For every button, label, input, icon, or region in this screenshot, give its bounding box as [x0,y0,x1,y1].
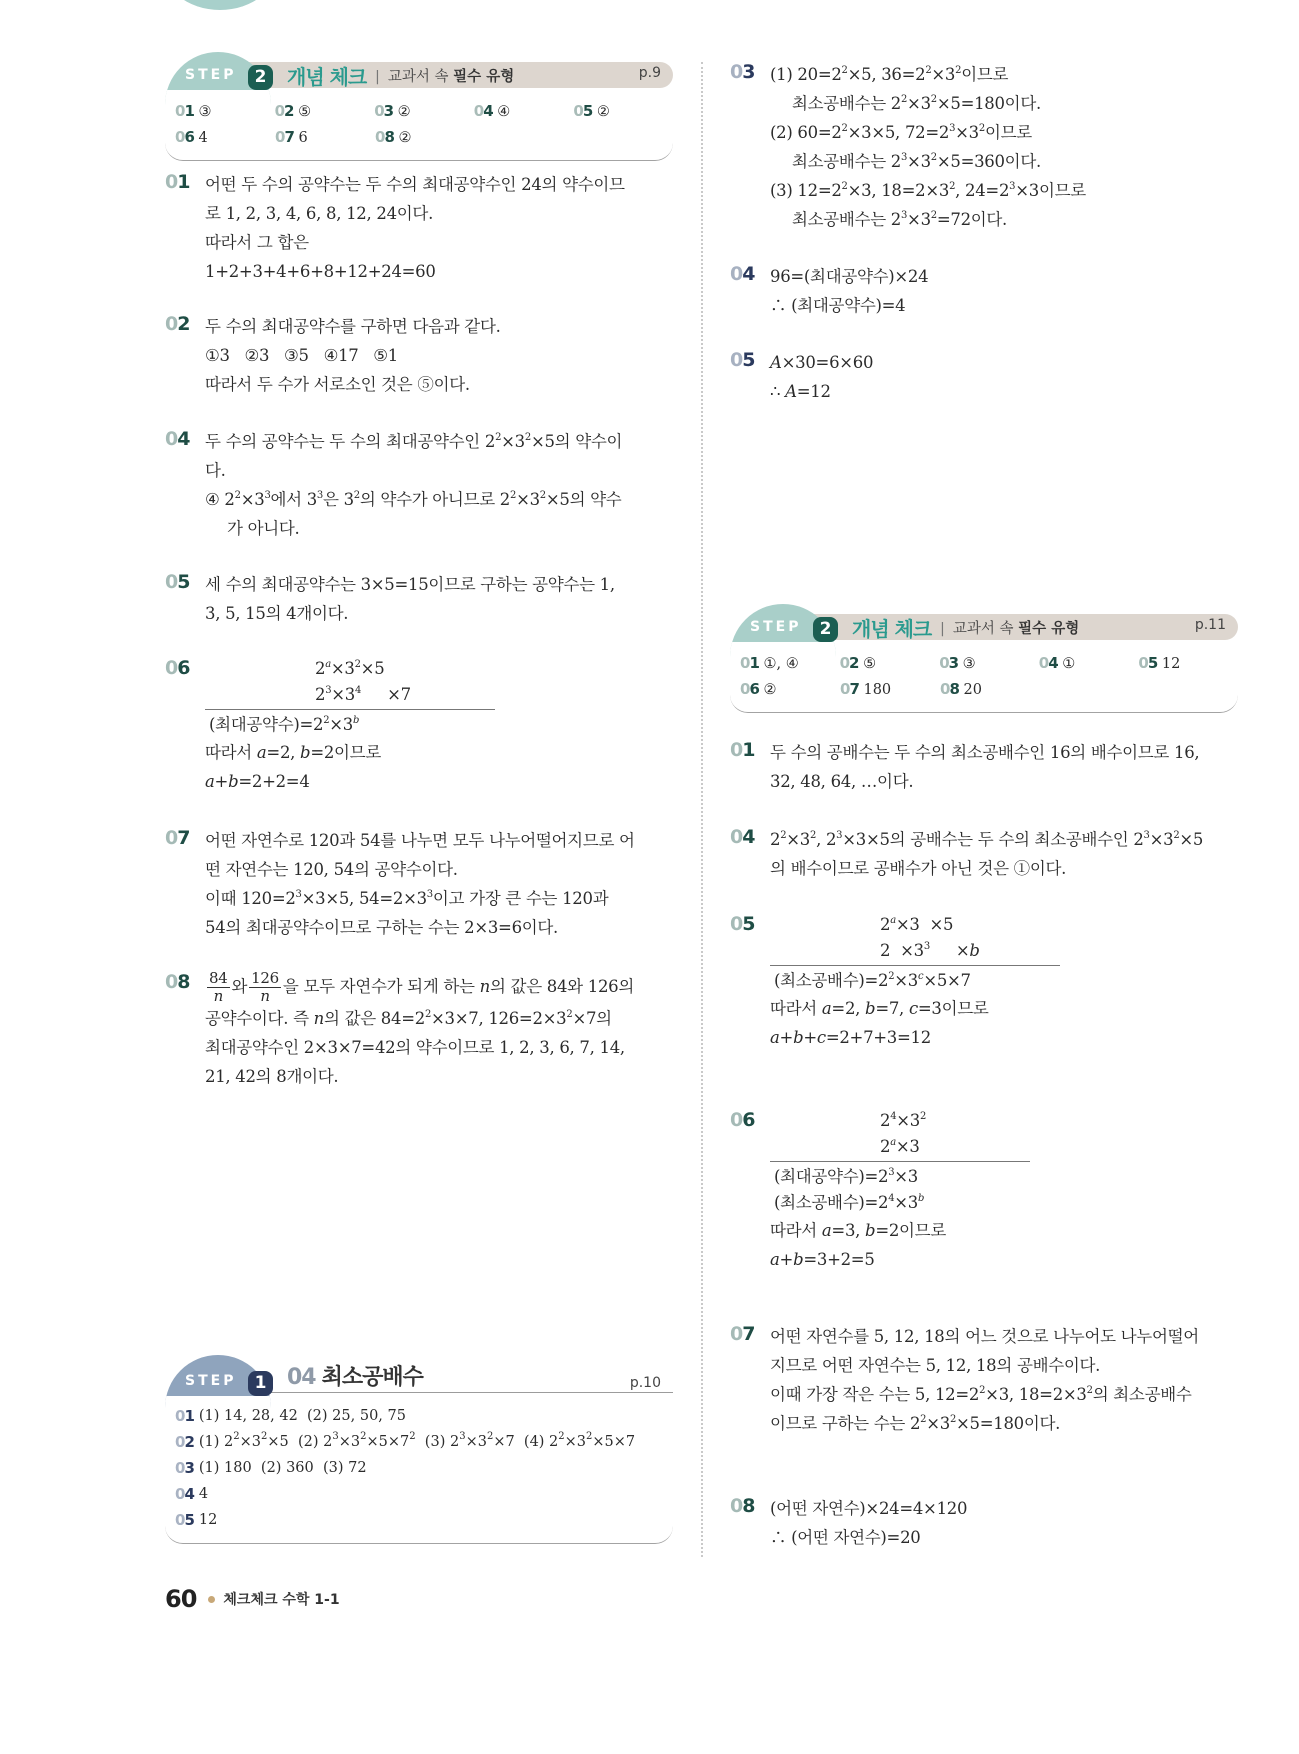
question-number: 01 [175,1407,194,1425]
answer-list [165,1397,673,1544]
solution-line: 두 수의 공약수는 두 수의 최대공약수인 $2^2\times 3^2\times 5$의 약수이 [205,432,623,451]
answer-row [175,98,673,124]
solution-text [770,60,1238,234]
solution-line: 어떤 자연수를 5, 12, 18의 어느 것으로 나누어도 나누어떨어 [770,1327,1199,1346]
problem-05 [730,348,1238,406]
answer-value: (1) 180 (2) 360 (3) 72 [198,1460,367,1476]
answer-item [175,1481,673,1507]
solution-line: 96=(최대공약수)×24 [770,267,929,286]
answer-item [275,128,375,146]
answer-item [573,102,673,120]
step1-answer-box-lcm [165,1355,673,1544]
section-title: 개념 체크 [852,617,932,641]
solution-line: a+b+c=2+7+3=12 [770,1028,931,1047]
problem-number: 05 [730,349,755,371]
problem-number: 01 [165,171,190,193]
solution-line: 따라서 a=2, b=7, c=3이므로 [770,999,989,1018]
factorization-table: $2^4\times 3^2$ $2^a\times 3$ (최대공약수)$=2^3\times 3$ (최소공배수)$=2^4\times 3^b$ [770,1108,1030,1216]
answer-item [275,102,375,120]
question-number: 05 [175,1511,194,1529]
question-number: 08 [375,128,394,146]
solution-line: 떤 자연수는 120, 54의 공약수이다. [205,860,458,879]
solution-line: 의 배수이므로 공배수가 아닌 것은 ①이다. [770,859,1067,878]
solution-line: 이므로 구하는 수는 $2^2\times 3^2\times 5=180$이다. [770,1414,1061,1433]
question-number: 08 [940,680,959,698]
solution-text [770,912,1238,1052]
answer-value: (1) 14, 28, 42 (2) 25, 50, 75 [198,1408,406,1424]
decorative-top-arc [160,0,280,10]
problem-04 [730,825,1238,883]
answer-value: ④ [497,104,511,120]
answer-item [175,1507,673,1533]
answer-item [374,102,474,120]
answer-item [939,654,1039,672]
answer-value: 180 [863,682,892,698]
problem-05 [730,912,1238,1052]
problem-05 [165,570,673,628]
solution-line: $\frac{84}{n}$ 와 $\frac{126}{n}$ 을 모두 자연수가 되게 하는 n의 값은 84와 126의 [209,969,634,1005]
problem-03 [730,60,1238,234]
answer-row [740,650,1238,676]
answer-row [175,124,673,150]
solution-line: 두 수의 최대공약수를 구하면 다음과 같다. [205,317,501,336]
problem-number: 02 [165,313,190,335]
question-number: 02 [274,102,294,120]
solution-line: 21, 42의 8개이다. [205,1067,339,1086]
solution-text [770,825,1238,883]
problem-number: 06 [730,1109,755,1131]
step2-answer-box-p11 [730,604,1238,713]
question-number: 03 [374,102,394,120]
problem-number: 04 [165,428,190,450]
solution-line: 어떤 자연수로 120과 54를 나누면 모두 나누어떨어지므로 어 [205,831,635,850]
solution-line: 공약수이다. 즉 n의 값은 $84=2^2\times 3\times 7$, $126=2\times 3^2\times 7$의 [205,1009,612,1028]
problem-04 [165,427,673,543]
book-title: 체크체크 수학 1-1 [223,1592,340,1608]
solution-text [205,826,673,942]
step-number-badge: 1 [248,1371,273,1396]
section-subtitle: | 교과서 속 필수 유형 [375,69,515,85]
question-number: 01 [175,102,194,120]
answer-item [1039,654,1139,672]
solution-text [205,570,673,628]
solution-text [770,262,1238,320]
divider-line [770,1161,1030,1162]
solution-line: ∴ A=12 [770,382,831,401]
solution-text [205,312,673,399]
problem-number: 07 [730,1323,755,1345]
answer-value: (1) $2^2\times 3^2\times 5$ (2) $2^3\times 3^2\times 5\times 7^2$ (3) $2^3\times 3^2\times 7$ (4) $2^2\times 3^2\times 5\times 7$ [198,1431,636,1450]
problem-number: 05 [165,571,190,593]
solution-text [205,656,673,796]
page-footer [165,1585,340,1613]
factorization-table: $2^a\times 3^2\times 5$ $2^3\times 3^4 \times 7$ (최대공약수)$=2^2\times 3^b$ [205,656,495,738]
answer-item [175,1455,673,1481]
solution-line: 1+2+3+4+6+8+12+24=60 [205,262,436,281]
answer-value: ② [763,682,777,698]
solution-line: (어떤 자연수)×24=4×120 [770,1499,968,1518]
question-number: 04 [175,1485,194,1503]
solution-text [770,348,1238,406]
answer-item [175,102,275,120]
question-number: 05 [573,102,593,120]
problem-08 [165,970,673,1091]
answer-value: ⑤ [298,104,312,120]
answer-item [940,680,1040,698]
answer-item [375,128,475,146]
step-number-badge: 2 [248,65,273,90]
answer-value: 4 [198,1486,209,1502]
answer-value: ①, ④ [763,656,799,672]
answer-item [740,680,840,698]
page-reference: p.11 [1194,617,1226,633]
question-number: 04 [473,102,493,120]
answer-row [740,676,1238,702]
page-reference: p.9 [638,65,661,81]
answer-item [474,102,574,120]
solution-line: 어떤 두 수의 공약수는 두 수의 최대공약수인 24의 약수이므 [205,175,625,194]
section-subtitle: | 교과서 속 필수 유형 [940,621,1080,637]
problem-number: 05 [730,913,755,935]
answer-item [175,1403,673,1429]
column-divider [701,62,703,1557]
solution-line: 가 아니다. [227,519,300,538]
problem-06 [165,656,673,796]
answer-value: ② [398,130,412,146]
solution-line: 따라서 그 합은 [205,233,309,252]
problem-number: 01 [730,739,755,761]
solution-line: A×30=6×60 [770,353,874,372]
problem-number: 08 [730,1495,755,1517]
step2-answer-box-p9 [165,52,673,161]
fraction: $\frac{84}{n}$ [209,969,228,1005]
answer-value: ⑤ [863,656,877,672]
answer-value: 12 [198,1512,218,1528]
problem-04 [730,262,1238,320]
page-reference: p.10 [629,1375,661,1391]
answer-item [740,654,840,672]
section-title: 04 최소공배수 [287,1365,423,1390]
solution-line: 로 1, 2, 3, 4, 6, 8, 12, 24이다. [205,204,434,223]
solution-line: 최대공약수인 2×3×7=42의 약수이므로 1, 2, 3, 6, 7, 14, [205,1038,625,1057]
answer-grid [730,642,1238,713]
question-number: 03 [939,654,959,672]
solution-line: (1) $20=2^2\times 5$, $36=2^2\times 3^2$이므로 [770,65,1009,84]
solution-line: 54의 최대공약수이므로 구하는 수는 2×3=6이다. [205,918,558,937]
question-number: 07 [840,680,859,698]
problem-number: 07 [165,827,190,849]
divider-line [770,965,1060,966]
answer-grid [165,90,673,161]
question-number: 05 [1138,654,1158,672]
solution-line: 이때 가장 작은 수는 5, $12=2^2\times 3$, $18=2\times 3^2$의 최소공배수 [770,1385,1192,1404]
step-label: STEP [185,67,237,83]
problem-number: 03 [730,61,755,83]
answer-item [840,654,940,672]
problem-number: 04 [730,263,755,285]
problem-number: 06 [165,657,190,679]
section-title: 개념 체크 [287,65,367,89]
question-number: 02 [839,654,859,672]
solution-line: 이때 $120=2^3\times 3\times 5$, $54=2\times 3^3$이고 가장 큰 수는 120과 [205,889,609,908]
answer-item [175,128,275,146]
answer-value: ③ [198,104,212,120]
solution-line: 따라서 두 수가 서로소인 것은 ⑤이다. [205,375,470,394]
answer-value: 6 [298,130,308,146]
bullet-dot-icon [208,1596,215,1603]
problem-01 [730,738,1238,796]
solution-line: 3, 5, 15의 4개이다. [205,604,349,623]
fraction: $\frac{126}{n}$ [251,969,279,1005]
solution-line: 최소공배수는 $2^3\times 3^2=72$이다. [792,210,1007,229]
solution-line: 다. [205,461,226,480]
answer-value: ② [397,104,411,120]
answer-value: ① [1062,656,1076,672]
step-number-badge: 2 [813,617,838,642]
solution-text [205,970,673,1091]
answer-item [840,680,940,698]
solution-line: ∴ (어떤 자연수)=20 [770,1528,921,1547]
problem-06 [730,1108,1238,1274]
solution-line: 따라서 a=3, b=2이므로 [770,1221,946,1240]
solution-line: 32, 48, 64, …이다. [770,772,914,791]
step-label: STEP [750,619,802,635]
solution-line: 최소공배수는 $2^3\times 3^2\times 5=360$이다. [792,152,1041,171]
solution-line: ①3 ②3 ③5 ④17 ⑤1 [205,346,398,365]
problem-number: 08 [165,971,190,993]
page-number: 60 [165,1585,197,1613]
question-number: 02 [175,1433,194,1451]
answer-value: ③ [962,656,976,672]
solution-line: ④ $2^2\times 3^3$에서 $3^3$은 $3^2$의 약수가 아니므로 $2^2\times 3^2\times 5$의 약수 [205,490,622,509]
solution-text [770,738,1238,796]
solution-text [770,1322,1238,1438]
solution-text [770,1494,1238,1552]
answer-value: 4 [198,130,208,146]
question-number: 06 [740,680,759,698]
answer-value: 12 [1161,656,1181,672]
question-number: 03 [175,1459,194,1477]
answer-value: ② [596,104,610,120]
solution-text [205,170,673,286]
solution-text [205,427,673,543]
solution-line: (3) $12=2^2\times 3$, $18=2\times 3^2$, $24=2^3\times 3$이므로 [770,181,1086,200]
solution-line: ∴ (최대공약수)=4 [770,296,906,315]
problem-01 [165,170,673,286]
problem-07 [165,826,673,942]
solution-line: a+b=2+2=4 [205,772,310,791]
question-number: 07 [275,128,294,146]
solution-line: (2) $60=2^2\times 3\times 5$, $72=2^3\times 3^2$이므로 [770,123,1032,142]
answer-item [175,1429,673,1455]
problem-07 [730,1322,1238,1438]
solution-line: $2^2\times 3^2$, $2^3\times 3\times 5$의 공배수는 두 수의 최소공배수인 $2^3\times 3^2\times 5$ [770,830,1204,849]
solution-text [770,1108,1238,1274]
problem-02 [165,312,673,399]
answer-value: 20 [963,682,982,698]
divider-line [205,709,495,710]
solution-line: 따라서 a=2, b=2이므로 [205,743,381,762]
solution-line: 최소공배수는 $2^2\times 3^2\times 5=180$이다. [792,94,1041,113]
answer-item [1138,654,1238,672]
question-number: 01 [740,654,759,672]
problem-number: 04 [730,826,755,848]
solution-line: a+b=3+2=5 [770,1250,875,1269]
step-label: STEP [185,1373,237,1389]
solution-line: 세 수의 최대공약수는 3×5=15이므로 구하는 공약수는 1, [205,575,615,594]
question-number: 04 [1038,654,1058,672]
solution-line: 지므로 어떤 자연수는 5, 12, 18의 공배수이다. [770,1356,1101,1375]
solution-line: 두 수의 공배수는 두 수의 최소공배수인 16의 배수이므로 16, [770,743,1200,762]
question-number: 06 [175,128,194,146]
problem-08 [730,1494,1238,1552]
factorization-table: $2^a\times 3 \times 5$ $2 \times 3^3 \times b$ (최소공배수)$=2^2\times 3^c\times 5\times 7$ [770,912,1060,994]
